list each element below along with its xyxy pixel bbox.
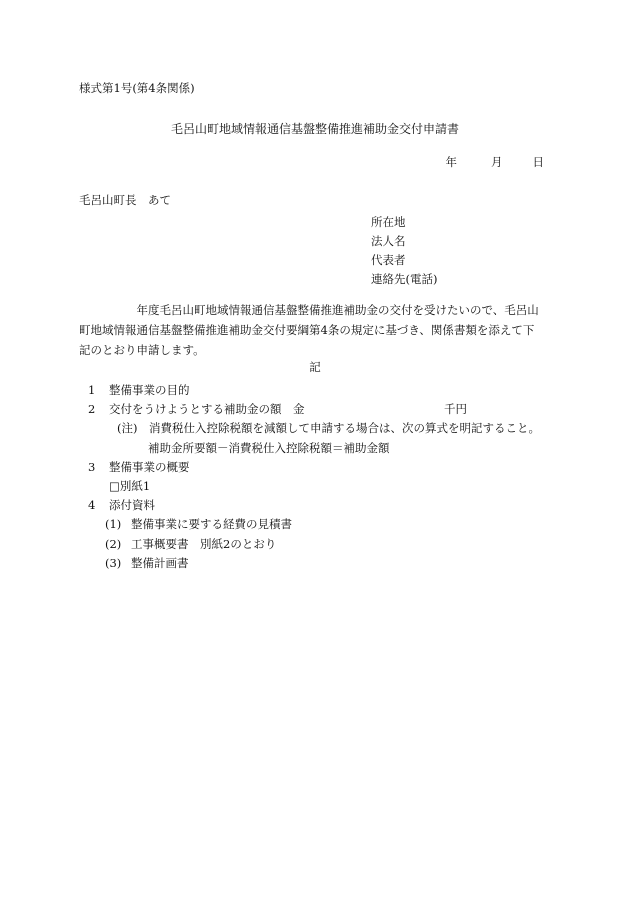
item-label: 整備事業の目的	[109, 383, 190, 397]
ki-heading: 記	[309, 360, 321, 374]
statement-line-2: 町地域情報通信基盤整備推進補助金交付要綱第4条の規定に基づき、関係書類を添えて下	[79, 323, 535, 337]
contact-label: 連絡先(電話)	[371, 272, 438, 286]
item-list	[88, 381, 540, 573]
date-year: 年	[445, 155, 457, 169]
subitem-number: (1)	[105, 517, 122, 532]
subitem-label: 整備計画書	[131, 555, 189, 570]
representative-label: 代表者	[371, 253, 406, 267]
item-number: 4	[88, 498, 96, 513]
address-label: 所在地	[371, 215, 406, 229]
date-month: 月	[491, 155, 503, 169]
form-number: 様式第1号(第4条関係)	[79, 81, 195, 95]
item-label: 添付資料	[109, 498, 155, 513]
item-subsidy-amount	[88, 400, 540, 419]
corporation-label: 法人名	[371, 234, 406, 248]
date-line	[446, 157, 545, 169]
attachment-construction-summary	[88, 535, 540, 554]
document-title: 毛呂山町地域情報通信基盤整備推進補助金交付申請書	[170, 122, 459, 136]
attachment-estimate	[88, 515, 540, 534]
overview-attachment: □別紙1	[109, 478, 151, 493]
subitem-number: (3)	[105, 555, 122, 570]
item-attachments	[88, 496, 540, 515]
subitem-number: (2)	[105, 536, 122, 551]
statement-line-1: 年度毛呂山町地域情報通信基盤整備推進補助金の交付を受けたいので、毛呂山	[79, 303, 539, 317]
item-label: 交付をうけようとする補助金の額 金	[109, 402, 305, 417]
item-number: 2	[88, 402, 96, 417]
item-number: 1	[88, 383, 96, 397]
subitem-label: 工事概要書 別紙2のとおり	[131, 536, 277, 551]
statement-line-3: 記のとおり申請します。	[79, 343, 205, 357]
subitem-label: 整備事業に要する経費の見積書	[131, 517, 292, 532]
subsidy-formula: 補助金所要額－消費税仕入控除税額＝補助金額	[148, 440, 390, 455]
item-overview	[88, 458, 540, 477]
amount-unit: 千円	[444, 402, 467, 417]
date-day: 日	[532, 155, 544, 169]
addressee: 毛呂山町長 あて	[79, 193, 171, 207]
attachment-plan	[88, 554, 540, 573]
item-purpose	[88, 381, 540, 400]
application-statement	[79, 300, 539, 360]
applicant-block	[371, 213, 437, 289]
tax-note: (注) 消費税仕入控除税額を減額して申請する場合は、次の算式を明記すること。	[117, 421, 540, 436]
item-number: 3	[88, 459, 96, 474]
item-label: 整備事業の概要	[109, 459, 190, 474]
